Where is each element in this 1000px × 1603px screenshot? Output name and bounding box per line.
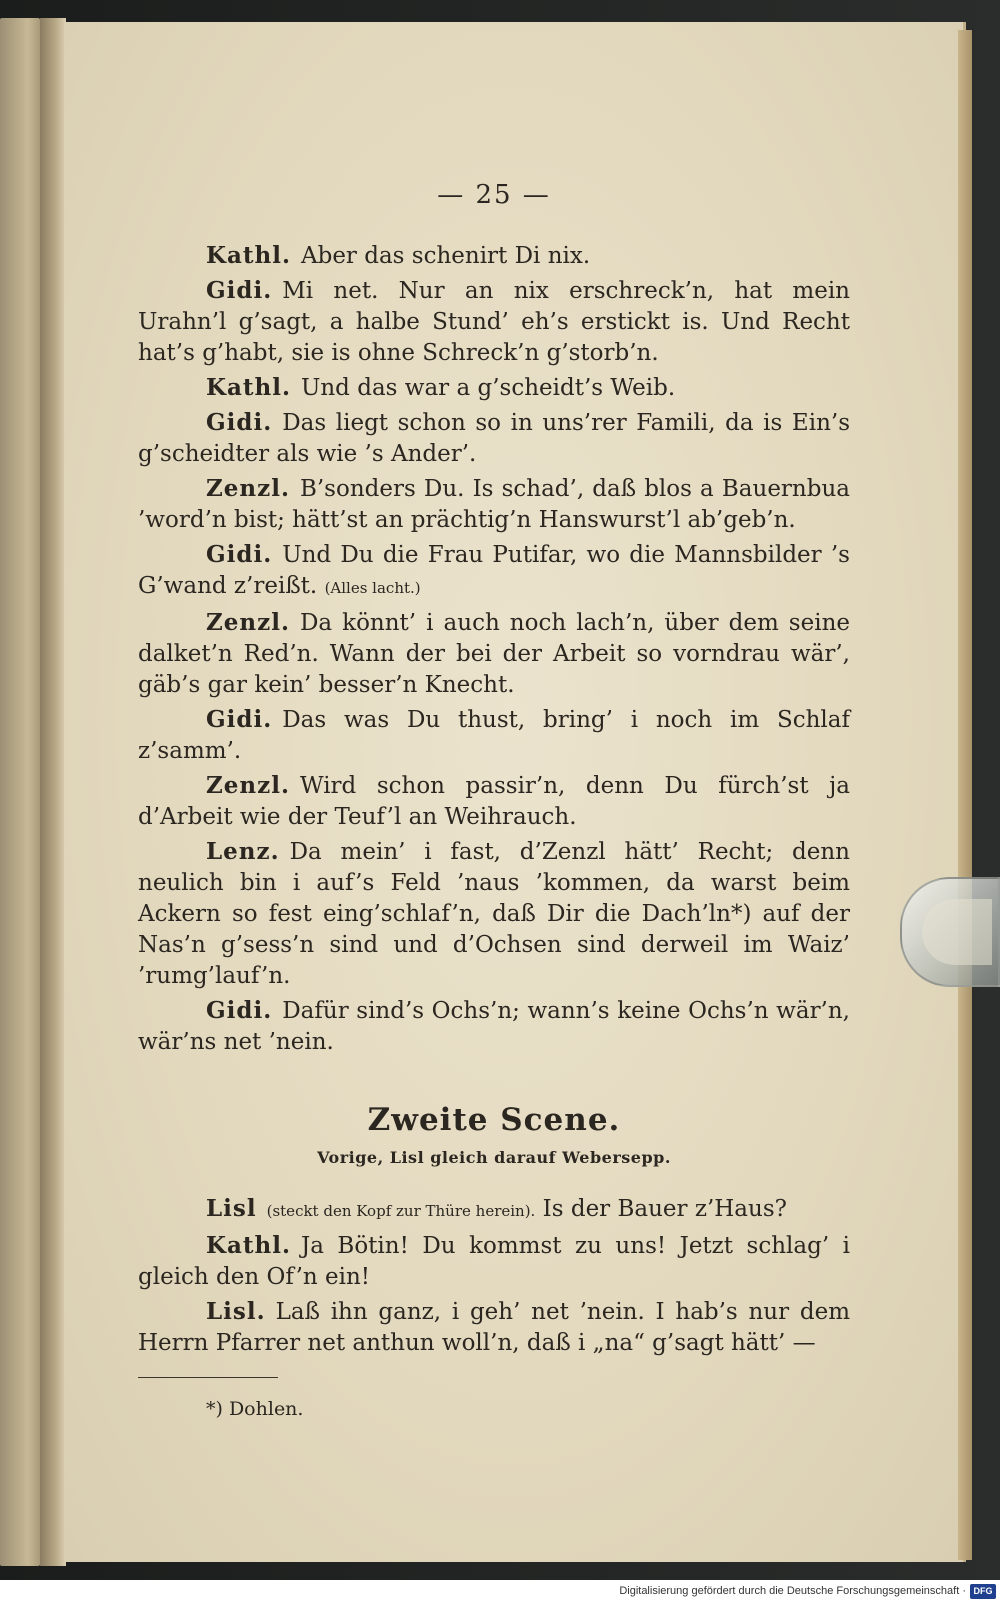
speech-text: Dafür sind’s Ochs’n; wann’s keine Ochs’n wär’n, wär’ns net ’nein. <box>138 998 850 1055</box>
speech-text: B’sonders Du. Is schad’, daß blos a Bauernbua ’word’n bist; hätt’st an prächtig’n Hanswurst’l ab’geb’n. <box>138 476 850 533</box>
page-clip-inner <box>922 899 992 965</box>
speech-text: Da könnt’ i auch noch lach’n, über dem seine dalket’n Red’n. Wann der bei der Arbeit so vorndrau wär’, gäb’s gar kein’ besser’n Knecht. <box>138 610 850 698</box>
dialogue-line <box>138 1296 850 1359</box>
right-page-edge <box>958 30 972 1560</box>
speaker-name: Lisl. <box>206 1298 266 1325</box>
digitization-credit <box>0 1580 1000 1603</box>
dialogue-line <box>138 240 850 272</box>
speech-text: Ja Bötin! Du kommst zu uns! Jetzt schlag’ i gleich den Of’n ein! <box>138 1233 850 1290</box>
speech-text: Und Du die Frau Putifar, wo die Mannsbilder ’s G’wand z’reißt. <box>138 542 850 599</box>
speech-text: Laß ihn ganz, i geh’ net ’nein. I hab’s nur dem Herrn Pfarrer net anthun woll’n, daß i „na“ g’sagt hätt’ — <box>138 1299 850 1356</box>
page-clip <box>900 877 1000 987</box>
dialogue-part-one <box>138 240 850 1058</box>
speaker-name: Gidi. <box>206 541 273 568</box>
dialogue-line <box>138 836 850 992</box>
speech-text: Wird schon passir’n, denn Du fürch’st ja d’Arbeit wie der Teuf’l an Weihrauch. <box>138 773 850 830</box>
speaker-name: Zenzl. <box>206 475 290 502</box>
dialogue-line <box>138 473 850 536</box>
scene-subtitle: Vorige, Lisl gleich darauf Webersepp. <box>317 1148 671 1167</box>
speaker-name: Gidi. <box>206 997 273 1024</box>
stage-direction: (steckt den Kopf zur Thüre herein). <box>266 1202 536 1220</box>
speaker-name: Kathl. <box>206 1232 291 1259</box>
dialogue-line <box>138 770 850 833</box>
dialogue-line <box>138 1230 850 1293</box>
dialogue-line <box>138 372 850 404</box>
speech-text: Aber das schenirt Di nix. <box>300 243 591 269</box>
speech-text: Da mein’ i fast, d’Zenzl hätt’ Recht; denn neulich bin i auf’s Feld ’naus ’kommen, da warst beim Ackern so fest eing’schlaf’n, daß Dir die Dach’ln*) auf der Nas’n g’sess’n sind und d’Ochsen sind derweil im Waiz’ ’rumg’lauf’n. <box>138 839 850 989</box>
scene-title: Zweite Scene. <box>367 1102 621 1138</box>
speaker-name: Kathl. <box>206 374 291 401</box>
speaker-name: Gidi. <box>206 409 273 436</box>
stage-direction: (Alles lacht.) <box>324 579 421 597</box>
dfg-logo-icon: DFG <box>970 1584 996 1599</box>
dialogue-line <box>138 704 850 767</box>
speaker-name: Gidi. <box>206 706 273 733</box>
page-text <box>138 180 850 1420</box>
speaker-name: Zenzl. <box>206 609 290 636</box>
page-number: — 25 — <box>437 180 551 210</box>
footnote-rule <box>138 1377 278 1378</box>
dialogue-line <box>138 539 850 604</box>
speaker-name: Lisl <box>206 1195 257 1222</box>
speaker-name: Zenzl. <box>206 772 290 799</box>
credit-text: Digitalisierung gefördert durch die Deutsche Forschungsgemeinschaft · <box>619 1585 966 1597</box>
dialogue-line <box>138 607 850 701</box>
speaker-name: Gidi. <box>206 277 273 304</box>
left-page-edge <box>0 18 40 1566</box>
speech-text: Das liegt schon so in uns’rer Famili, da is Ein’s g’scheidter als wie ’s Ander’. <box>138 410 850 467</box>
dialogue-line <box>138 995 850 1058</box>
speech-text: Mi net. Nur an nix erschreck’n, hat mein Urahn’l g’sagt, a halbe Stund’ eh’s erstickt is. Und Recht hat’s g’habt, sie is ohne Schreck’n g’storb’n. <box>138 278 850 366</box>
book-gutter <box>40 18 66 1566</box>
dialogue-part-two <box>138 1193 850 1359</box>
dialogue-line <box>138 275 850 369</box>
speech-text: Und das war a g’scheidt’s Weib. <box>300 375 676 401</box>
speaker-name: Kathl. <box>206 242 291 269</box>
speaker-name: Lenz. <box>206 838 280 865</box>
speech-text: Is der Bauer z’Haus? <box>542 1196 787 1222</box>
dialogue-line <box>138 407 850 470</box>
dialogue-line <box>138 1193 850 1227</box>
footnote: *) Dohlen. <box>206 1398 304 1420</box>
speech-text: Das was Du thust, bring’ i noch im Schlaf z’samm’. <box>138 707 850 764</box>
